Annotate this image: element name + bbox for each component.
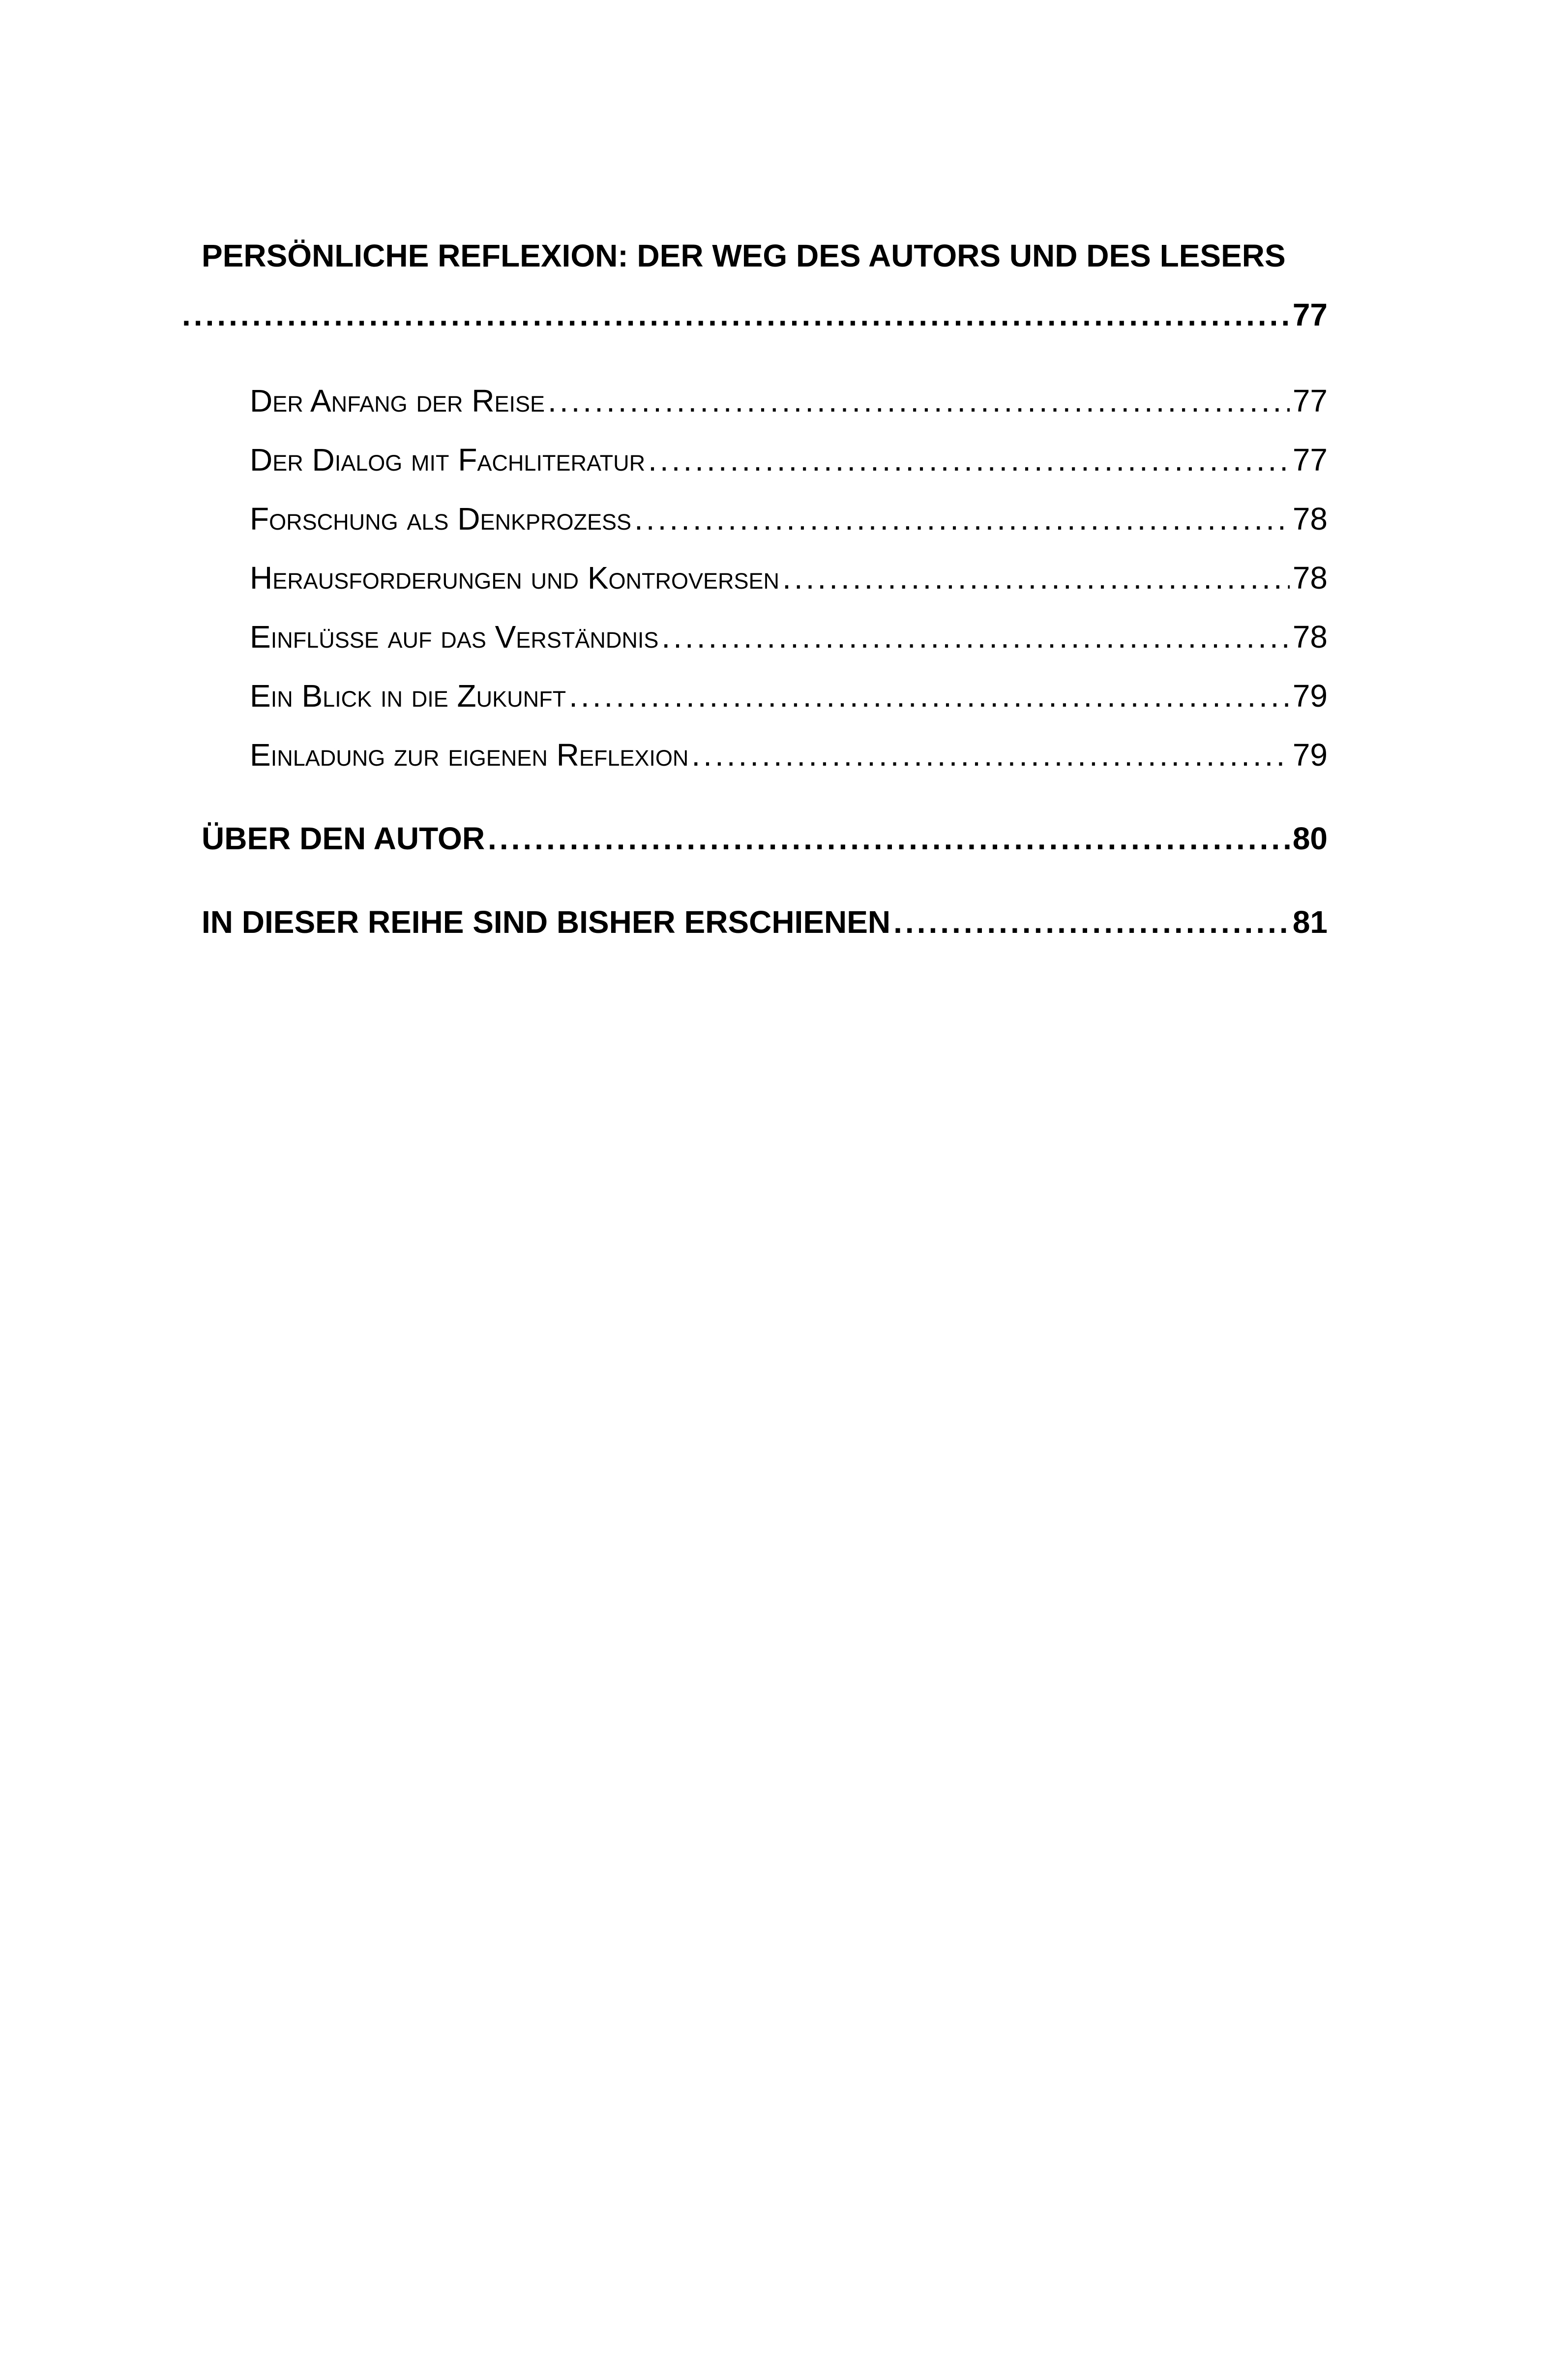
- toc-section-page: 77: [1292, 442, 1328, 478]
- toc-section-title: Ein Blick in die Zukunft: [250, 678, 566, 714]
- toc-chapter-entry[interactable]: [202, 809, 1328, 868]
- toc-leader-dots: [661, 610, 1289, 664]
- toc-section-page: 78: [1292, 560, 1328, 596]
- toc-section-page: 78: [1292, 501, 1328, 537]
- toc-chapter-page: 81: [1292, 904, 1328, 940]
- toc-section-title: Forschung als Denkprozess: [250, 501, 632, 537]
- toc-section-title: Herausforderungen und Kontroversen: [250, 560, 780, 596]
- toc-section-title: Einladung zur eigenen Reflexion: [250, 737, 689, 773]
- toc-leader-dots: [569, 669, 1290, 723]
- toc-leader-dots: [488, 809, 1290, 868]
- toc-leader-dots: [691, 728, 1289, 782]
- toc-chapter-page: 80: [1292, 821, 1328, 856]
- toc-chapter-title: PERSÖNLICHE REFLEXION: DER WEG DES AUTORS UND DES LESERS: [202, 238, 1286, 273]
- toc-leader-dots: [634, 492, 1290, 546]
- toc-section-page: 77: [1292, 383, 1328, 418]
- toc-section-title: Der Anfang der Reise: [250, 383, 545, 418]
- toc-section-title: Einflüsse auf das Verständnis: [250, 619, 659, 655]
- toc-chapter-title: ÜBER DEN AUTOR: [202, 821, 485, 856]
- toc-chapter-entry[interactable]: [202, 226, 1328, 344]
- toc-leader-dots: [182, 285, 1290, 344]
- toc-section-entry[interactable]: [250, 374, 1328, 428]
- toc-section-page: 79: [1292, 737, 1328, 773]
- toc-section-entry[interactable]: [250, 728, 1328, 782]
- toc-section-entry[interactable]: [250, 551, 1328, 605]
- toc-section-entry[interactable]: [250, 492, 1328, 546]
- toc-chapter-entry[interactable]: [202, 893, 1328, 952]
- toc-section-title: Der Dialog mit Fachliteratur: [250, 442, 646, 478]
- toc-leader-dots: [782, 551, 1290, 605]
- toc-section-entry[interactable]: [250, 610, 1328, 664]
- toc-leader-dots: [648, 433, 1290, 487]
- toc-section-entry[interactable]: [250, 433, 1328, 487]
- toc-chapter-page: 77: [1292, 297, 1328, 332]
- toc-leader-dots: [893, 893, 1290, 952]
- toc-section-page: 79: [1292, 678, 1328, 714]
- toc-chapter-title: IN DIESER REIHE SIND BISHER ERSCHIENEN: [202, 904, 891, 940]
- toc-leader-dots: [548, 374, 1290, 428]
- toc-section-page: 78: [1292, 619, 1328, 655]
- toc-section-entry[interactable]: [250, 669, 1328, 723]
